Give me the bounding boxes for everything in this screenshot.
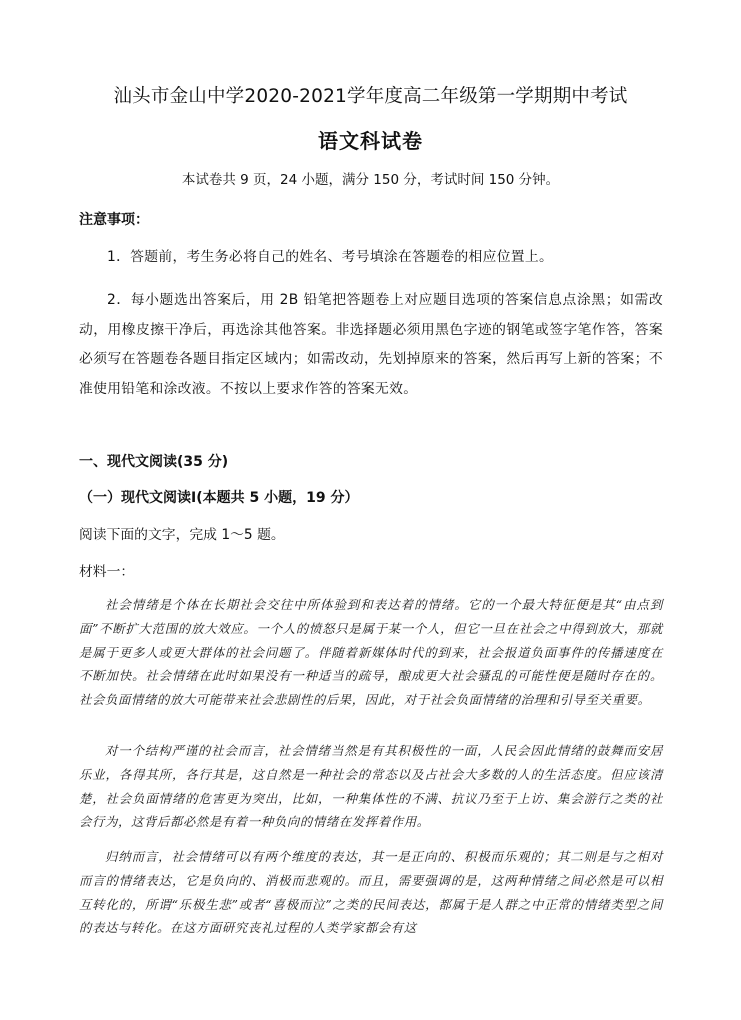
- reading-instruction: 阅读下面的文字，完成 1～5 题。: [79, 527, 285, 543]
- exam-title: 汕头市金山中学2020-2021学年度高二年级第一学期期中考试: [113, 86, 628, 107]
- material-paragraph-1: 社会情绪是个体在长期社会交往中所体验到和表达着的情绪。它的一个最大特征便是其“由点到面”不断扩大范围的放大效应。一个人的愤怒只是属于某一个人，但它一旦在社会之中得到放大，那就是属于更多人或更大群体的社会问题了。伴随着新媒体时代的到来，社会报道负面事件的传播速度在不断加快。社会情绪在此时如果没有一种适当的疏导，酿成更大社会骚乱的可能性便是随时存在的。社会负面情绪的放大可能带来社会悲剧性的后果，因此，对于社会负面情绪的治理和引导至关重要。: [79, 597, 663, 708]
- notice-heading: 注意事项：: [79, 212, 149, 228]
- exam-info: 本试卷共 9 页，24 小题，满分 150 分，考试时间 150 分钟。: [181, 172, 560, 188]
- notice-item-1: 1．答题前，考生务必将自己的姓名、考号填涂在答题卷的相应位置上。: [107, 249, 554, 265]
- subsection-heading: （一）现代文阅读Ⅰ(本题共 5 小题，19 分）: [79, 490, 359, 506]
- exam-subject-title: 语文科试卷: [318, 129, 423, 153]
- material-label: 材料一：: [79, 564, 135, 580]
- section-heading: 一、现代文阅读(35 分): [79, 454, 229, 470]
- material-paragraph-3: 归纳而言，社会情绪可以有两个维度的表达，其一是正向的、积极而乐观的；其二则是与之相对而言的情绪表达，它是负向的、消极而悲观的。而且，需要强调的是，这两种情绪之间必然是可以相互转化的，所谓“乐极生悲”或者“喜极而泣”之类的民间表达，都属于是人群之中正常的情绪类型之间的表达与转化。在这方面研究丧礼过程的人类学家都会有这: [79, 849, 663, 936]
- notice-item-2: 2．每小题选出答案后，用 2B 铅笔把答题卷上对应题目选项的答案信息点涂黑；如需改动，用橡皮擦干净后，再选涂其他答案。非选择题必须用黑色字迹的钢笔或签字笔作答，答案必须写在答题卷各题目指定区域内；如需改动，先划掉原来的答案，然后再写上新的答案；不准使用铅笔和涂改液。不按以上要求作答的答案无效。: [79, 292, 663, 397]
- material-paragraph-2: 对一个结构严谨的社会而言，社会情绪当然是有其积极性的一面，人民会因此情绪的鼓舞而安居乐业，各得其所，各行其是，这自然是一种社会的常态以及占社会大多数的人的生活态度。但应该清楚，社会负面情绪的危害更为突出，比如，一种集体性的不满、抗议乃至于上访、集会游行之类的社会行为，这背后都必然是有着一种负向的情绪在发挥着作用。: [79, 743, 663, 830]
